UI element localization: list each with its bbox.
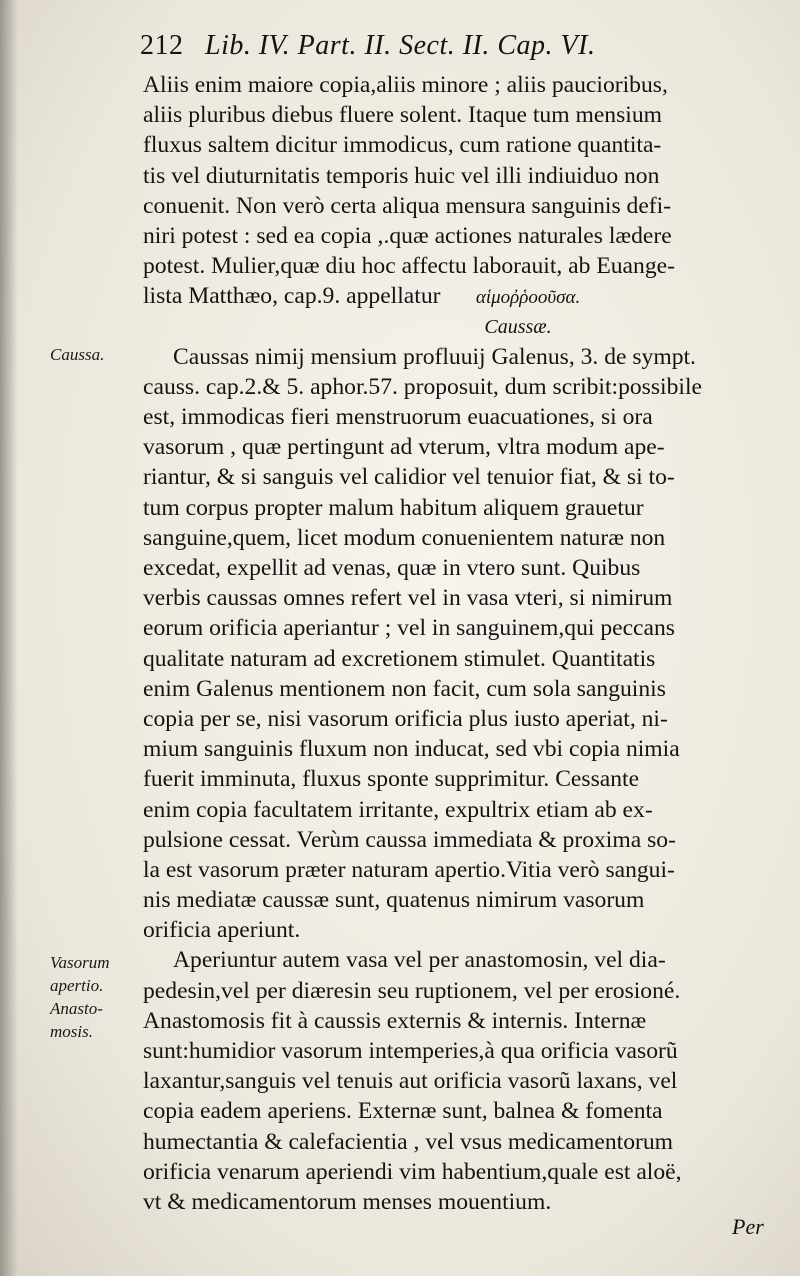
text-line-content: vt & medicamentorum menses mouentium. xyxy=(143,1188,552,1215)
text-line-content: fluxus saltem dicitur immodicus, cum ratione quantita- xyxy=(143,132,662,159)
text-line xyxy=(143,70,763,100)
text-line-content: niri potest : sed ea copia ,.quæ actiones naturales lædere xyxy=(143,222,672,249)
text-line-content: causs. cap.2.& 5. aphor.57. proposuit, dum scribit:possibile xyxy=(143,373,702,400)
text-line-content: Anastomosis fit à caussis externis & internis. Internæ xyxy=(143,1007,647,1034)
text-line xyxy=(143,1096,763,1126)
text-line xyxy=(143,493,763,523)
text-line xyxy=(143,764,763,794)
text-line xyxy=(143,402,763,432)
text-line xyxy=(143,674,763,704)
text-line xyxy=(143,342,763,372)
text-line xyxy=(143,130,763,160)
text-line-content: orificia venarum aperiendi vim habentium,quale est aloë, xyxy=(143,1158,682,1185)
text-line-content: Caussas nimij mensium profluuij Galenus, 3. de sympt. xyxy=(173,343,696,370)
text-line-content: copia eadem aperiens. Externæ sunt, balnea & fomenta xyxy=(143,1098,663,1125)
text-line xyxy=(143,161,763,191)
text-line xyxy=(143,281,763,311)
text-line-content: sunt:humidior vasorum intemperies,à qua orificia vasorũ xyxy=(143,1038,678,1064)
text-line xyxy=(143,462,763,492)
catchword: Per xyxy=(732,1214,764,1239)
text-line-content: eorum orificia aperiantur ; vel in sanguinem,qui peccans xyxy=(143,615,675,642)
text-line-content: est, immodicas fieri menstruorum euacuationes, si ora xyxy=(143,404,653,431)
text-line-content: conuenit. Non verò certa aliqua mensura sanguinis defi- xyxy=(143,192,672,219)
text-line xyxy=(143,251,763,281)
text-line xyxy=(143,221,763,251)
text-line xyxy=(143,372,763,402)
text-line xyxy=(143,1157,763,1187)
text-line xyxy=(143,191,763,221)
text-line-content: qualitate naturam ad excretionem stimulet. Quantitatis xyxy=(143,645,656,672)
text-line xyxy=(143,1187,763,1217)
text-line xyxy=(143,945,763,975)
text-line-content: pulsione cessat. Verùm caussa immediata & proxima so- xyxy=(143,826,676,853)
text-line-content: aliis pluribus diebus fluere solent. Itaque tum mensium xyxy=(143,102,662,129)
text-line xyxy=(143,553,763,583)
text-line-content: nis mediatæ caussæ sunt, quatenus nimirum vasorum xyxy=(143,887,645,914)
spine-shadow xyxy=(0,0,18,1276)
text-line-content: sanguine,quem, licet modum conuenientem naturæ non xyxy=(143,524,666,551)
text-line-content: excedat, expellit ad venas, quæ in vtero sunt. Quibus xyxy=(143,555,641,581)
text-line xyxy=(143,1066,763,1096)
text-line xyxy=(143,1127,763,1157)
margin-note-anastomosis: Anasto- mosis. xyxy=(50,999,103,1041)
text-line-content: orificia aperiunt. xyxy=(143,917,301,944)
text-line-content: copia per se, nisi vasorum orificia plus iusto aperiat, ni- xyxy=(143,705,668,732)
text-line-content: pedesin,vel per diæresin seu ruptionem, vel per erosioné. xyxy=(143,977,681,1004)
text-line xyxy=(143,1036,763,1066)
text-line xyxy=(143,795,763,825)
running-title: Lib. IV. Part. II. Sect. II. Cap. VI. xyxy=(205,30,596,61)
margin-note-vasorum-apertio: Vasorum apertio. xyxy=(50,953,110,995)
margin-note-caussa: Caussa. xyxy=(50,345,105,364)
page-number: 212 xyxy=(140,30,184,61)
text-line-content: Caussæ. xyxy=(484,315,552,338)
text-line xyxy=(143,1006,763,1036)
text-line xyxy=(143,432,763,462)
text-line xyxy=(143,734,763,764)
greek-term: αἱμοῤῥοοῦσα. xyxy=(475,287,581,309)
text-line-content: verbis caussas omnes refert vel in vasa vteri, si nimirum xyxy=(143,585,673,612)
text-line xyxy=(143,915,763,945)
section-heading xyxy=(143,312,763,342)
text-line xyxy=(143,644,763,674)
text-line xyxy=(143,855,763,885)
text-line xyxy=(143,100,763,130)
text-line-content: mium sanguinis fluxum non inducat, sed vbi copia nimia xyxy=(143,736,680,763)
text-line-content: lista Matthæo, cap.9. appellatur xyxy=(143,283,441,310)
text-line-content: humectantia & calefacientia , vel vsus medicamentorum xyxy=(143,1128,673,1155)
text-line xyxy=(143,613,763,643)
text-line-content: Aliis enim maiore copia,aliis minore ; aliis paucioribus, xyxy=(143,72,668,98)
text-line xyxy=(143,825,763,855)
text-line-content: riantur, & si sanguis vel calidior vel tenuior fiat, & si to- xyxy=(143,464,675,491)
running-head xyxy=(140,30,760,62)
text-line-content: enim copia facultatem irritante, expultrix etiam ab ex- xyxy=(143,796,653,823)
text-line xyxy=(143,583,763,613)
text-line-content: vasorum , quæ pertingunt ad vterum, vltra modum ape- xyxy=(143,434,665,461)
text-line-content: fuerit imminuta, fluxus sponte supprimitur. Cessante xyxy=(143,766,640,793)
text-line-content: tum corpus propter malum habitum aliquem grauetur xyxy=(143,494,644,521)
text-line-content: enim Galenus mentionem non facit, cum sola sanguinis xyxy=(143,675,666,702)
text-line xyxy=(143,885,763,915)
text-line xyxy=(143,976,763,1006)
body-text xyxy=(143,70,763,1217)
text-line xyxy=(143,523,763,553)
text-line-content: laxantur,sanguis vel tenuis aut orificia vasorũ laxans, vel xyxy=(143,1068,678,1095)
text-line-content: la est vasorum præter naturam apertio.Vitia verò sangui- xyxy=(143,856,675,883)
text-line-content: Aperiuntur autem vasa vel per anastomosin, vel dia- xyxy=(173,947,666,974)
text-line-content: potest. Mulier,quæ diu hoc affectu laborauit, ab Euange- xyxy=(143,253,675,280)
text-line-content: tis vel diuturnitatis temporis huic vel illi indiuiduo non xyxy=(143,162,660,189)
text-line xyxy=(143,704,763,734)
